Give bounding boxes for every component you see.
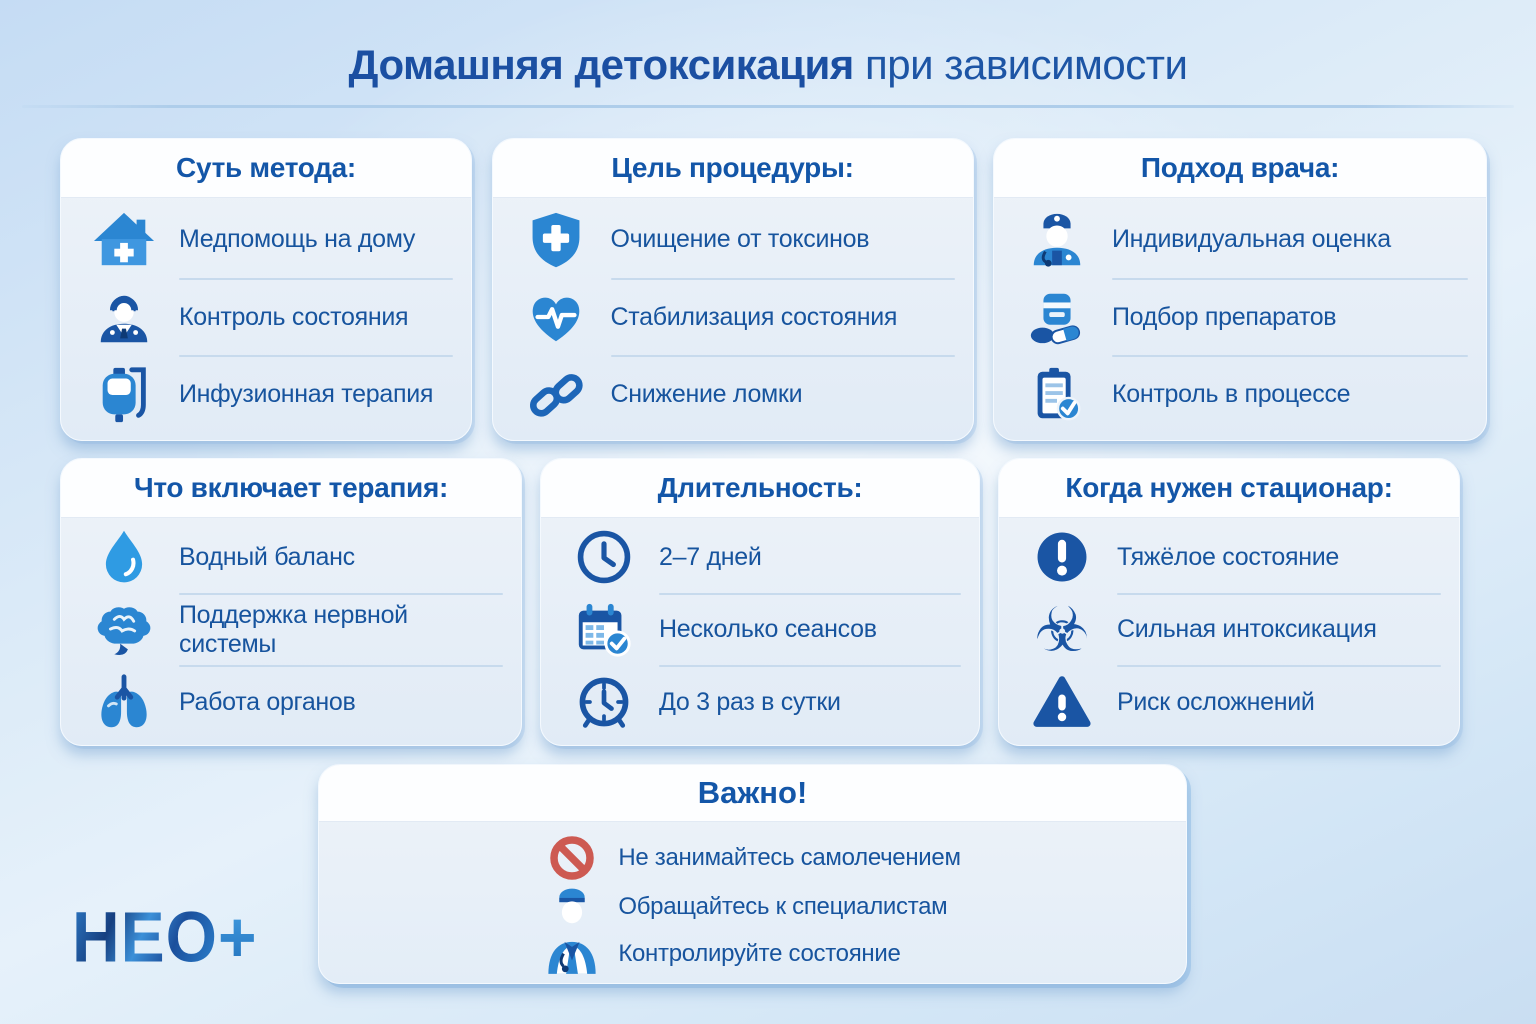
water-drop-icon <box>91 528 157 586</box>
calendar-check-icon <box>571 599 637 661</box>
item-label: Сильная интоксикация <box>1117 615 1377 644</box>
card-header <box>994 139 1486 198</box>
card-header <box>541 459 979 518</box>
prohibition-icon <box>544 834 600 882</box>
list-item <box>91 357 459 432</box>
card-title: Когда нужен стационар: <box>1065 472 1393 504</box>
clipboard-check-icon <box>1024 364 1090 426</box>
list-item <box>91 280 459 355</box>
item-label: Снижение ломки <box>610 380 803 408</box>
card-body <box>61 518 521 745</box>
list-item <box>1024 357 1474 432</box>
card-body <box>999 518 1459 745</box>
card-doctor-approach <box>993 138 1487 441</box>
card-body <box>541 518 979 745</box>
list-item <box>1029 592 1447 666</box>
card-title: Подход врача: <box>1140 152 1340 184</box>
list-item <box>571 522 967 592</box>
list-item <box>91 202 459 277</box>
list-item <box>1024 202 1474 277</box>
exclamation-circle-icon <box>1029 528 1095 586</box>
card-procedure-goal <box>492 138 974 441</box>
list-item <box>1029 522 1447 592</box>
item-label: 2–7 дней <box>659 542 762 571</box>
item-label: Очищение от токсинов <box>610 225 870 254</box>
item-label: Стабилизация состояния <box>610 302 898 331</box>
item-label: Водный баланс <box>179 542 355 571</box>
page-title-bold: Домашняя детоксикация <box>348 41 854 88</box>
heart-pulse-icon <box>523 286 589 348</box>
card-important <box>318 764 1187 984</box>
page-title-rest: при зависимости <box>853 41 1188 88</box>
shield-cross-icon <box>523 210 589 270</box>
item-label: Несколько сеансов <box>659 615 877 644</box>
clock-icon <box>571 527 637 587</box>
cards-row-2 <box>60 458 1460 746</box>
item-label: Тяжёлое состояние <box>1117 542 1340 571</box>
item-label: Контролируйте состояние <box>618 939 901 967</box>
card-body <box>61 198 471 440</box>
item-label: Поддержка нервной системы <box>179 600 408 658</box>
card-header <box>493 139 973 198</box>
card-header <box>61 139 471 198</box>
list-item <box>523 357 961 432</box>
logo-plus-sign: + <box>218 896 258 977</box>
card-body <box>994 198 1486 440</box>
card-title: Цель процедуры: <box>611 152 854 184</box>
card-duration <box>540 458 980 746</box>
card-title: Длительность: <box>657 472 863 504</box>
card-method-essence <box>60 138 472 441</box>
card-body <box>544 834 960 976</box>
card-header <box>61 459 521 518</box>
list-item <box>523 280 961 355</box>
surgeon-icon <box>544 884 600 976</box>
pills-icon <box>1024 286 1090 348</box>
lungs-icon <box>91 671 157 733</box>
chain-icon <box>523 365 589 425</box>
doctor-stethoscope-icon <box>1024 209 1090 271</box>
list-item <box>571 667 967 737</box>
item-label: Риск осложнений <box>1117 687 1315 716</box>
list-item <box>1029 667 1447 737</box>
card-title: Что включает терапия: <box>133 472 449 504</box>
title-divider <box>22 105 1514 108</box>
item-label: Индивидуальная оценка <box>1112 225 1391 254</box>
doctor-icon <box>91 286 157 348</box>
list-item <box>91 522 509 592</box>
card-header <box>999 459 1459 518</box>
item-label: Работа органов <box>179 687 356 716</box>
cards-row-1 <box>60 138 1487 441</box>
item-label: Медпомощь на дому <box>179 225 416 254</box>
house-medical-icon <box>91 209 157 271</box>
item-label: Не занимайтесь самолечением <box>618 844 961 872</box>
item-label: До 3 раз в сутки <box>659 687 841 716</box>
biohazard-icon <box>1029 592 1095 666</box>
card-hospital-needed <box>998 458 1460 746</box>
page-title <box>0 0 1536 88</box>
card-title: Важно! <box>697 775 808 811</box>
card-therapy-includes <box>60 458 522 746</box>
logo-text: НЕО <box>72 896 219 977</box>
alarm-clock-icon <box>571 672 637 732</box>
item-label: Контроль в процессе <box>1112 380 1351 408</box>
list-item <box>91 595 509 665</box>
biohazard-glyph: ☣ <box>1034 592 1090 666</box>
item-label: Контроль состояния <box>179 302 409 331</box>
card-title: Суть метода: <box>176 152 356 184</box>
card-header <box>319 765 1186 822</box>
list-item <box>523 202 961 277</box>
list-item <box>1024 280 1474 355</box>
list-item <box>571 595 967 665</box>
card-body <box>493 198 973 440</box>
item-label: Инфузионная терапия <box>179 380 434 408</box>
iv-bag-icon <box>91 364 157 426</box>
warning-triangle-icon <box>1029 672 1095 732</box>
item-label: Обращайтесь к специалистам <box>618 892 948 920</box>
item-label: Подбор препаратов <box>1112 302 1337 331</box>
list-item <box>91 667 509 737</box>
brain-icon <box>91 599 157 661</box>
neo-plus-logo <box>72 896 258 977</box>
